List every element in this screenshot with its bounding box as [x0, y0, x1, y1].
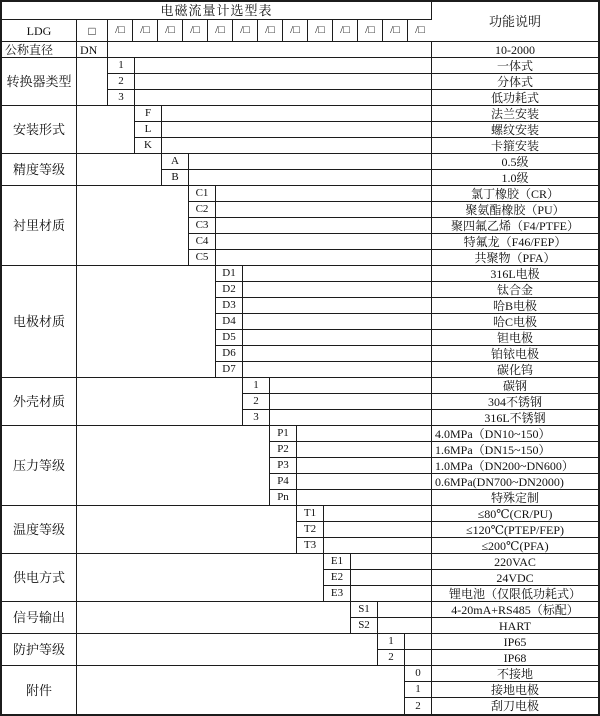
empty-region [162, 122, 432, 138]
option-desc-cell: 一体式 [432, 58, 598, 74]
option-code-cell: 2 [243, 394, 270, 410]
function-column-header: 功能说明 [432, 2, 598, 42]
diameter-desc-cell: 10-2000 [432, 42, 598, 58]
empty-region [324, 506, 432, 522]
option-code-cell: D1 [216, 266, 243, 282]
option-desc-cell: 铂铱电极 [432, 346, 598, 362]
category-label: 温度等级 [2, 506, 77, 554]
option-code-cell: A [162, 154, 189, 170]
option-desc-cell: 接地电极 [432, 682, 598, 698]
empty-region [351, 586, 432, 602]
option-code-cell: K [135, 138, 162, 154]
option-desc-cell: 316L电极 [432, 266, 598, 282]
category-label: 信号输出 [2, 602, 77, 634]
option-desc-cell: 316L不锈钢 [432, 410, 598, 426]
option-desc-cell: 不接地 [432, 666, 598, 682]
option-code-cell: D3 [216, 298, 243, 314]
category-label: 附件 [2, 666, 77, 714]
option-code-cell: C5 [189, 250, 216, 266]
option-desc-cell: 法兰安装 [432, 106, 598, 122]
option-desc-cell: 哈C电极 [432, 314, 598, 330]
model-digit-box: /□ [158, 20, 183, 41]
option-desc-cell: 螺纹安装 [432, 122, 598, 138]
page-title: 电磁流量计选型表 [2, 2, 432, 20]
option-code-cell: Pn [270, 490, 297, 506]
empty-region [189, 154, 432, 170]
model-digit-box: /□ [133, 20, 158, 41]
option-code-cell: P3 [270, 458, 297, 474]
category-label: 供电方式 [2, 554, 77, 602]
empty-region [77, 634, 378, 666]
option-code-cell: 3 [243, 410, 270, 426]
empty-region [378, 618, 432, 634]
empty-region [270, 410, 432, 426]
option-code-cell: P2 [270, 442, 297, 458]
option-code-cell: T2 [297, 522, 324, 538]
empty-region [77, 378, 243, 426]
option-desc-cell: 4-20mA+RS485（标配） [432, 602, 598, 618]
option-desc-cell: 碳化钨 [432, 362, 598, 378]
option-desc-cell: 0.6MPa(DN700~DN2000) [432, 474, 598, 490]
option-desc-cell: 共聚物（PFA） [432, 250, 598, 266]
category-label: 外壳材质 [2, 378, 77, 426]
empty-region [270, 378, 432, 394]
option-code-cell: S2 [351, 618, 378, 634]
empty-region [243, 330, 432, 346]
option-desc-cell: 碳钢 [432, 378, 598, 394]
diameter-code-cell: DN [77, 42, 108, 58]
option-code-cell: P1 [270, 426, 297, 442]
option-desc-cell: 1.6MPa（DN15~150） [432, 442, 598, 458]
category-label: 安装形式 [2, 106, 77, 154]
empty-region [243, 346, 432, 362]
option-desc-cell: 刮刀电极 [490, 699, 539, 713]
option-desc-cell: IP68 [432, 650, 598, 666]
empty-region [243, 362, 432, 378]
option-code-cell: E3 [324, 586, 351, 602]
option-code-cell: 1 [378, 634, 405, 650]
empty-region [243, 266, 432, 282]
option-code-cell: C1 [189, 186, 216, 202]
option-code-cell: F [135, 106, 162, 122]
option-code-cell: E1 [324, 554, 351, 570]
empty-region [243, 282, 432, 298]
model-digit-box: /□ [183, 20, 208, 41]
option-desc-cell: ≤80℃(CR/PU) [432, 506, 598, 522]
empty-region [405, 650, 432, 666]
model-digit-box: /□ [358, 20, 383, 41]
empty-region [77, 106, 135, 154]
empty-region [135, 58, 432, 74]
option-code-cell: 3 [108, 90, 135, 106]
option-desc-cell: ≤200℃(PFA) [432, 538, 598, 554]
option-code-cell: 0 [405, 666, 432, 682]
empty-region [77, 426, 270, 506]
empty-region [270, 394, 432, 410]
model-digit-box: /□ [283, 20, 308, 41]
empty-region [243, 314, 432, 330]
option-code-cell: 1 [405, 682, 432, 698]
option-code-cell: E2 [324, 570, 351, 586]
empty-region [216, 186, 432, 202]
option-desc-cell: ≤120℃(PTEP/FEP) [432, 522, 598, 538]
option-desc-cell: 304不锈钢 [432, 394, 598, 410]
option-desc-cell: HART [432, 618, 598, 634]
option-code-cell: B [162, 170, 189, 186]
empty-region [297, 474, 432, 490]
model-first-box: □ [77, 20, 108, 42]
option-code-cell: D2 [216, 282, 243, 298]
option-desc-cell: 1.0MPa（DN200~DN600） [432, 458, 598, 474]
empty-region [77, 602, 351, 634]
option-code-cell: D5 [216, 330, 243, 346]
option-code-cell: S1 [351, 602, 378, 618]
option-code-cell: 1 [243, 378, 270, 394]
option-code-cell: D6 [216, 346, 243, 362]
empty-region [297, 490, 432, 506]
option-desc-cell: 哈B电极 [432, 298, 598, 314]
model-digit-box: /□ [333, 20, 358, 41]
empty-region [77, 58, 108, 106]
empty-region [77, 154, 162, 186]
category-label: 转换器类型 [2, 58, 77, 106]
option-desc-cell: 220VAC [432, 554, 598, 570]
option-code-cell: C3 [189, 218, 216, 234]
diameter-label: 公称直径 [2, 42, 77, 58]
option-code-cell: 2 [378, 650, 405, 666]
option-desc-cell: IP65 [432, 634, 598, 650]
empty-region [162, 138, 432, 154]
option-code-cell: C4 [189, 234, 216, 250]
model-code-strip [108, 20, 432, 42]
option-desc-cell: 聚四氟乙烯（F4/PTFE） [432, 218, 598, 234]
empty-region [324, 538, 432, 554]
model-digit-box: /□ [233, 20, 258, 41]
option-desc-cell: 特氟龙（F46/FEP） [432, 234, 598, 250]
model-digit-box: /□ [258, 20, 283, 41]
option-desc-cell: 分体式 [432, 74, 598, 90]
empty-region [162, 106, 432, 122]
empty-region [378, 602, 432, 618]
empty-region [243, 298, 432, 314]
empty-region [324, 522, 432, 538]
empty-region [77, 666, 405, 714]
option-desc-cell: 0.5级 [432, 154, 598, 170]
option-desc-cell: 特殊定制 [432, 490, 598, 506]
option-desc-cell: 聚氨酯橡胶（PU） [432, 202, 598, 218]
empty-region [135, 90, 432, 106]
option-desc-cell: 钛合金 [432, 282, 598, 298]
option-code-cell: D7 [216, 362, 243, 378]
option-desc-cell: 低功耗式 [432, 90, 598, 106]
empty-region [108, 42, 432, 58]
option-desc-cell: 4.0MPa（DN10~150） [432, 426, 598, 442]
category-label: 防护等级 [2, 634, 77, 666]
option-desc-cell: 卡箍安装 [432, 138, 598, 154]
option-code-cell: 2 [405, 698, 432, 714]
empty-region [297, 426, 432, 442]
category-label: 电极材质 [2, 266, 77, 378]
empty-region [216, 234, 432, 250]
option-code-cell: T3 [297, 538, 324, 554]
empty-region [77, 186, 189, 266]
empty-region [77, 506, 297, 554]
option-desc-cell: 24VDC [432, 570, 598, 586]
empty-region [216, 202, 432, 218]
model-digit-box: /□ [208, 20, 233, 41]
model-digit-box: /□ [108, 20, 133, 41]
option-code-cell: 1 [108, 58, 135, 74]
option-desc-cell: 锂电池（仅限低功耗式） [432, 586, 598, 602]
category-label: 精度等级 [2, 154, 77, 186]
empty-region [351, 570, 432, 586]
model-digit-box: /□ [383, 20, 408, 41]
empty-region [351, 554, 432, 570]
empty-region [135, 74, 432, 90]
model-digit-box: /□ [308, 20, 333, 41]
option-code-cell: P4 [270, 474, 297, 490]
option-code-cell: T1 [297, 506, 324, 522]
model-digit-box: /□ [415, 24, 425, 36]
empty-region [405, 634, 432, 650]
empty-region [297, 442, 432, 458]
option-desc-cell: 1.0级 [432, 170, 598, 186]
category-label: 压力等级 [2, 426, 77, 506]
option-code-cell: 2 [108, 74, 135, 90]
option-desc-cell: 钽电极 [432, 330, 598, 346]
empty-region [77, 266, 216, 378]
empty-region [297, 458, 432, 474]
empty-region [77, 554, 324, 602]
option-code-cell: L [135, 122, 162, 138]
model-prefix: LDG [2, 20, 77, 42]
empty-region [216, 250, 432, 266]
empty-region [216, 218, 432, 234]
empty-region [189, 170, 432, 186]
category-label: 衬里材质 [2, 186, 77, 266]
option-desc-cell: 氯丁橡胶（CR） [432, 186, 598, 202]
option-code-cell: D4 [216, 314, 243, 330]
option-code-cell: C2 [189, 202, 216, 218]
